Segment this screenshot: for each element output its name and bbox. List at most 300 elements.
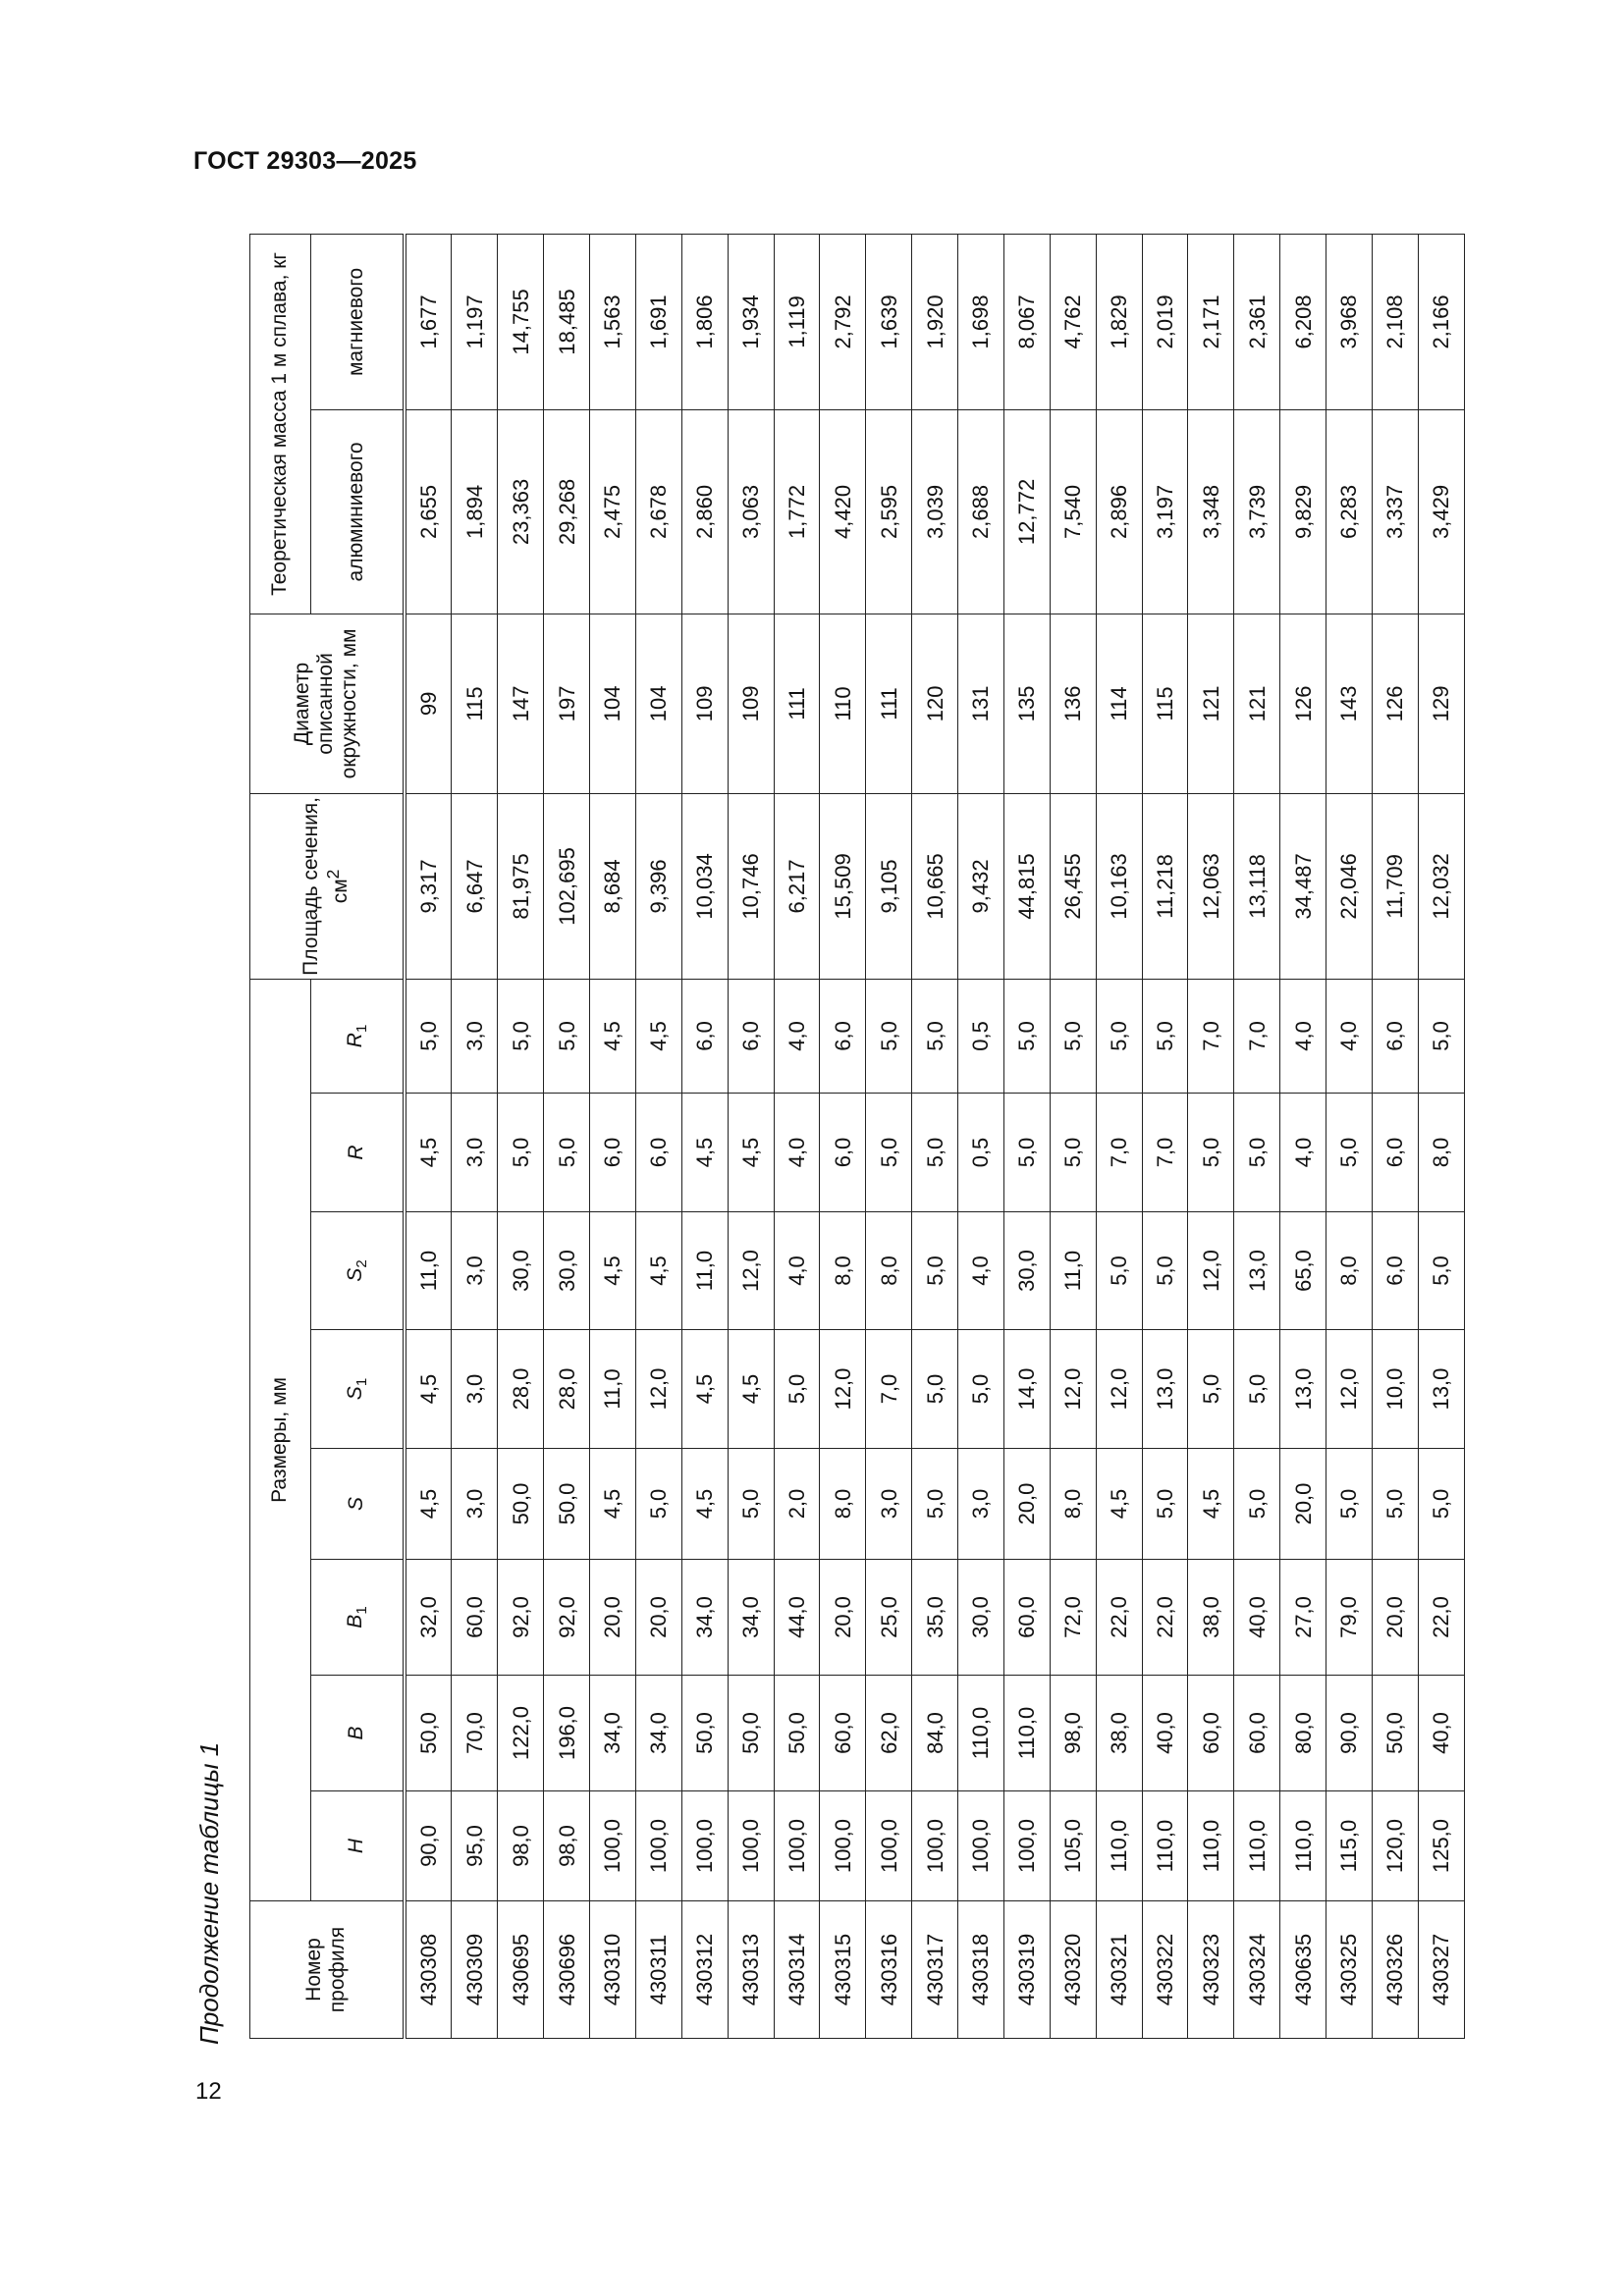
cell-r1-value: 7,0 [1234, 979, 1280, 1093]
cell-magnesium-mass-value: 6,208 [1280, 234, 1326, 409]
cell-aluminum-mass-value: 6,283 [1326, 409, 1373, 614]
cell-aluminum-mass-value: 2,595 [866, 409, 912, 614]
table-row [635, 234, 681, 2038]
column-header-R: R [311, 1094, 405, 1212]
cell-r1-value: 6,0 [820, 979, 866, 1093]
cell-s1-value: 12,0 [1096, 1330, 1142, 1449]
cell-s-value: 4,5 [1188, 1449, 1234, 1560]
table-row [681, 234, 728, 2038]
cell-s-value: 5,0 [635, 1449, 681, 1560]
table-row [590, 234, 636, 2038]
cell-b1-value: 27,0 [1280, 1560, 1326, 1676]
cell-h-value: 110,0 [1234, 1791, 1280, 1901]
cell-magnesium-mass-value: 2,108 [1372, 234, 1418, 409]
cell-profile-number: 430635 [1280, 1901, 1326, 2039]
cell-s1-value: 13,0 [1418, 1330, 1464, 1449]
table-body [405, 234, 1465, 2038]
cell-diameter-value: 104 [635, 614, 681, 793]
table-continuation-label: Продолжение таблицы 1 [194, 1741, 224, 2045]
cell-s2-value: 5,0 [1418, 1212, 1464, 1330]
table-row [498, 234, 544, 2038]
cell-b-value: 196,0 [544, 1676, 590, 1791]
cell-aluminum-mass-value: 4,420 [820, 409, 866, 614]
cell-h-value: 115,0 [1326, 1791, 1373, 1901]
cell-s2-value: 30,0 [498, 1212, 544, 1330]
table-row [728, 234, 774, 2038]
column-header-profile-number: Номер профиля [250, 1901, 405, 2039]
cell-magnesium-mass-value: 1,920 [912, 234, 958, 409]
cell-area-value: 6,217 [774, 793, 820, 979]
cell-b-value: 34,0 [590, 1676, 636, 1791]
table-row [958, 234, 1004, 2038]
cell-diameter-value: 126 [1372, 614, 1418, 793]
cell-b-value: 50,0 [1372, 1676, 1418, 1791]
table-row [774, 234, 820, 2038]
cell-r1-value: 5,0 [866, 979, 912, 1093]
cell-h-value: 100,0 [958, 1791, 1004, 1901]
cell-aluminum-mass-value: 29,268 [544, 409, 590, 614]
cell-r1-value: 5,0 [544, 979, 590, 1093]
cell-s2-value: 30,0 [1003, 1212, 1050, 1330]
cell-b-value: 34,0 [635, 1676, 681, 1791]
cell-s-value: 4,5 [590, 1449, 636, 1560]
column-header-S2 [311, 1212, 405, 1330]
cell-r-value: 5,0 [1188, 1094, 1234, 1212]
cell-h-value: 110,0 [1188, 1791, 1234, 1901]
table-row [1096, 234, 1142, 2038]
cell-s1-value: 10,0 [1372, 1330, 1418, 1449]
cell-s1-value: 11,0 [590, 1330, 636, 1449]
cell-aluminum-mass-value: 2,896 [1096, 409, 1142, 614]
cell-r-value: 5,0 [1050, 1094, 1096, 1212]
cell-area-value: 26,455 [1050, 793, 1096, 979]
cell-profile-number: 430315 [820, 1901, 866, 2039]
cell-profile-number: 430695 [498, 1901, 544, 2039]
cell-b1-value: 35,0 [912, 1560, 958, 1676]
cell-r-value: 5,0 [1326, 1094, 1373, 1212]
cell-aluminum-mass-value: 7,540 [1050, 409, 1096, 614]
cell-s-value: 5,0 [1142, 1449, 1188, 1560]
cell-profile-number: 430309 [452, 1901, 498, 2039]
table-row [1188, 234, 1234, 2038]
column-header-R1 [311, 979, 405, 1093]
cell-s1-value: 12,0 [1050, 1330, 1096, 1449]
cell-r-value: 6,0 [635, 1094, 681, 1212]
table-header [250, 234, 405, 2038]
cell-magnesium-mass-value: 4,762 [1050, 234, 1096, 409]
cell-h-value: 98,0 [544, 1791, 590, 1901]
cell-aluminum-mass-value: 2,678 [635, 409, 681, 614]
cell-diameter-value: 109 [681, 614, 728, 793]
cell-area-value: 9,432 [958, 793, 1004, 979]
cell-profile-number: 430325 [1326, 1901, 1373, 2039]
cell-s2-value: 13,0 [1234, 1212, 1280, 1330]
cell-s2-value: 6,0 [1372, 1212, 1418, 1330]
cell-magnesium-mass-value: 2,019 [1142, 234, 1188, 409]
cell-r-value: 5,0 [912, 1094, 958, 1212]
cell-aluminum-mass-value: 3,739 [1234, 409, 1280, 614]
cell-r-value: 4,0 [774, 1094, 820, 1212]
cell-s-value: 4,5 [405, 1449, 452, 1560]
cell-profile-number: 430311 [635, 1901, 681, 2039]
cell-profile-number: 430322 [1142, 1901, 1188, 2039]
cell-r-value: 6,0 [820, 1094, 866, 1212]
cell-b-value: 122,0 [498, 1676, 544, 1791]
cell-h-value: 100,0 [635, 1791, 681, 1901]
cell-profile-number: 430313 [728, 1901, 774, 2039]
cell-magnesium-mass-value: 2,166 [1418, 234, 1464, 409]
column-header-H: H [311, 1791, 405, 1901]
cell-s-value: 4,5 [681, 1449, 728, 1560]
cell-area-value: 9,317 [405, 793, 452, 979]
cell-h-value: 100,0 [820, 1791, 866, 1901]
cell-r-value: 6,0 [1372, 1094, 1418, 1212]
cell-s1-value: 5,0 [1234, 1330, 1280, 1449]
cell-s2-value: 8,0 [1326, 1212, 1373, 1330]
cell-s-value: 5,0 [728, 1449, 774, 1560]
cell-profile-number: 430326 [1372, 1901, 1418, 2039]
cell-area-value: 12,063 [1188, 793, 1234, 979]
cell-area-value: 22,046 [1326, 793, 1373, 979]
cell-h-value: 98,0 [498, 1791, 544, 1901]
cell-area-value: 11,709 [1372, 793, 1418, 979]
cell-s2-value: 30,0 [544, 1212, 590, 1330]
cell-profile-number: 430317 [912, 1901, 958, 2039]
cell-profile-number: 430324 [1234, 1901, 1280, 2039]
cell-diameter-value: 136 [1050, 614, 1096, 793]
cell-s-value: 2,0 [774, 1449, 820, 1560]
cell-r-value: 5,0 [544, 1094, 590, 1212]
cell-profile-number: 430320 [1050, 1901, 1096, 2039]
table-row [1050, 234, 1096, 2038]
cell-s-value: 3,0 [866, 1449, 912, 1560]
cell-b-value: 98,0 [1050, 1676, 1096, 1791]
cell-h-value: 125,0 [1418, 1791, 1464, 1901]
R1-subscript: 1 [352, 1024, 370, 1034]
S1-subscript: 1 [352, 1377, 370, 1387]
cell-s1-value: 28,0 [498, 1330, 544, 1449]
cell-s2-value: 11,0 [405, 1212, 452, 1330]
cell-s2-value: 65,0 [1280, 1212, 1326, 1330]
cell-b1-value: 92,0 [544, 1560, 590, 1676]
cell-s2-value: 8,0 [820, 1212, 866, 1330]
cell-diameter-value: 121 [1234, 614, 1280, 793]
cell-s1-value: 13,0 [1142, 1330, 1188, 1449]
cell-b1-value: 72,0 [1050, 1560, 1096, 1676]
cell-s2-value: 5,0 [912, 1212, 958, 1330]
cell-diameter-value: 143 [1326, 614, 1373, 793]
cell-s1-value: 4,5 [681, 1330, 728, 1449]
cell-b1-value: 34,0 [728, 1560, 774, 1676]
cell-b-value: 50,0 [405, 1676, 452, 1791]
cell-magnesium-mass-value: 1,698 [958, 234, 1004, 409]
cell-r1-value: 6,0 [728, 979, 774, 1093]
cell-r1-value: 5,0 [405, 979, 452, 1093]
cell-aluminum-mass-value: 2,475 [590, 409, 636, 614]
cell-diameter-value: 111 [774, 614, 820, 793]
table-row [1003, 234, 1050, 2038]
cell-profile-number: 430319 [1003, 1901, 1050, 2039]
profiles-table-wrapper [249, 235, 1465, 2039]
cell-r1-value: 4,5 [590, 979, 636, 1093]
table-row [1280, 234, 1326, 2038]
cell-b-value: 50,0 [774, 1676, 820, 1791]
cell-s2-value: 11,0 [1050, 1212, 1096, 1330]
cell-h-value: 110,0 [1096, 1791, 1142, 1901]
cell-s2-value: 12,0 [728, 1212, 774, 1330]
cell-diameter-value: 135 [1003, 614, 1050, 793]
cell-aluminum-mass-value: 12,772 [1003, 409, 1050, 614]
cell-r-value: 5,0 [498, 1094, 544, 1212]
cell-b1-value: 32,0 [405, 1560, 452, 1676]
cell-b-value: 110,0 [958, 1676, 1004, 1791]
column-header-B1 [311, 1560, 405, 1676]
cell-s-value: 5,0 [1418, 1449, 1464, 1560]
B1-subscript: 1 [352, 1606, 370, 1615]
cell-r1-value: 7,0 [1188, 979, 1234, 1093]
cell-r1-value: 6,0 [1372, 979, 1418, 1093]
column-group-dimensions: Размеры, мм [250, 979, 311, 1900]
cell-r1-value: 5,0 [912, 979, 958, 1093]
cell-s1-value: 4,5 [405, 1330, 452, 1449]
cell-b-value: 84,0 [912, 1676, 958, 1791]
cell-diameter-value: 129 [1418, 614, 1464, 793]
cell-s2-value: 4,5 [635, 1212, 681, 1330]
cell-h-value: 100,0 [866, 1791, 912, 1901]
cell-diameter-value: 115 [1142, 614, 1188, 793]
cell-b1-value: 20,0 [1372, 1560, 1418, 1676]
cell-aluminum-mass-value: 2,688 [958, 409, 1004, 614]
table-row [1372, 234, 1418, 2038]
cell-diameter-value: 104 [590, 614, 636, 793]
table-row [452, 234, 498, 2038]
cell-b-value: 60,0 [1234, 1676, 1280, 1791]
cell-s2-value: 4,5 [590, 1212, 636, 1330]
cell-magnesium-mass-value: 1,829 [1096, 234, 1142, 409]
cell-s2-value: 5,0 [1142, 1212, 1188, 1330]
cell-h-value: 100,0 [681, 1791, 728, 1901]
cell-profile-number: 430696 [544, 1901, 590, 2039]
cell-r-value: 6,0 [590, 1094, 636, 1212]
cell-aluminum-mass-value: 3,039 [912, 409, 958, 614]
cell-magnesium-mass-value: 2,171 [1188, 234, 1234, 409]
cell-s-value: 20,0 [1003, 1449, 1050, 1560]
column-header-magnesium: магниевого [311, 234, 405, 409]
cell-aluminum-mass-value: 9,829 [1280, 409, 1326, 614]
S1-letter: S [343, 1386, 366, 1401]
cell-s1-value: 5,0 [958, 1330, 1004, 1449]
table-row [544, 234, 590, 2038]
cell-b-value: 90,0 [1326, 1676, 1373, 1791]
cell-r-value: 5,0 [1003, 1094, 1050, 1212]
cell-profile-number: 430312 [681, 1901, 728, 2039]
cell-area-value: 10,746 [728, 793, 774, 979]
cell-r1-value: 0,5 [958, 979, 1004, 1093]
cell-r1-value: 4,0 [774, 979, 820, 1093]
table-row [405, 234, 452, 2038]
cell-s2-value: 4,0 [774, 1212, 820, 1330]
cell-profile-number: 430316 [866, 1901, 912, 2039]
cell-s-value: 3,0 [958, 1449, 1004, 1560]
column-header-S1 [311, 1330, 405, 1449]
cell-s1-value: 28,0 [544, 1330, 590, 1449]
B1-letter: B [343, 1614, 366, 1629]
cell-area-value: 34,487 [1280, 793, 1326, 979]
cell-area-value: 10,163 [1096, 793, 1142, 979]
cell-h-value: 120,0 [1372, 1791, 1418, 1901]
area-header-unit-power: 2 [323, 869, 344, 880]
cell-b-value: 60,0 [1188, 1676, 1234, 1791]
cell-b1-value: 34,0 [681, 1560, 728, 1676]
cell-b1-value: 20,0 [635, 1560, 681, 1676]
table-row [912, 234, 958, 2038]
cell-h-value: 100,0 [1003, 1791, 1050, 1901]
cell-r1-value: 5,0 [1050, 979, 1096, 1093]
cell-r1-value: 5,0 [1003, 979, 1050, 1093]
cell-magnesium-mass-value: 3,968 [1326, 234, 1373, 409]
cell-b1-value: 25,0 [866, 1560, 912, 1676]
cell-r1-value: 5,0 [1096, 979, 1142, 1093]
cell-b-value: 80,0 [1280, 1676, 1326, 1791]
cell-s2-value: 4,0 [958, 1212, 1004, 1330]
cell-s1-value: 3,0 [452, 1330, 498, 1449]
cell-r-value: 5,0 [1234, 1094, 1280, 1212]
cell-diameter-value: 111 [866, 614, 912, 793]
cell-diameter-value: 110 [820, 614, 866, 793]
cell-r1-value: 4,0 [1326, 979, 1373, 1093]
cell-b-value: 50,0 [728, 1676, 774, 1791]
cell-magnesium-mass-value: 8,067 [1003, 234, 1050, 409]
cell-h-value: 110,0 [1280, 1791, 1326, 1901]
cell-r-value: 7,0 [1096, 1094, 1142, 1212]
cell-profile-number: 430310 [590, 1901, 636, 2039]
cell-diameter-value: 126 [1280, 614, 1326, 793]
cell-s1-value: 13,0 [1280, 1330, 1326, 1449]
cell-profile-number: 430318 [958, 1901, 1004, 2039]
cell-r1-value: 6,0 [681, 979, 728, 1093]
cell-s1-value: 4,5 [728, 1330, 774, 1449]
cell-r-value: 4,0 [1280, 1094, 1326, 1212]
S2-letter: S [343, 1267, 366, 1282]
cell-s-value: 20,0 [1280, 1449, 1326, 1560]
cell-profile-number: 430321 [1096, 1901, 1142, 2039]
cell-magnesium-mass-value: 1,806 [681, 234, 728, 409]
cell-b1-value: 20,0 [590, 1560, 636, 1676]
cell-magnesium-mass-value: 1,934 [728, 234, 774, 409]
column-header-area [250, 793, 405, 979]
cell-r-value: 7,0 [1142, 1094, 1188, 1212]
cell-aluminum-mass-value: 2,655 [405, 409, 452, 614]
cell-magnesium-mass-value: 1,691 [635, 234, 681, 409]
column-group-mass: Теоретическая масса 1 м сплава, кг [250, 234, 311, 614]
table-row [1418, 234, 1464, 2038]
table-row [1142, 234, 1188, 2038]
cell-s1-value: 14,0 [1003, 1330, 1050, 1449]
cell-b-value: 62,0 [866, 1676, 912, 1791]
cell-h-value: 100,0 [912, 1791, 958, 1901]
cell-area-value: 9,105 [866, 793, 912, 979]
cell-s-value: 5,0 [1372, 1449, 1418, 1560]
cell-area-value: 13,118 [1234, 793, 1280, 979]
cell-s1-value: 5,0 [912, 1330, 958, 1449]
cell-diameter-value: 109 [728, 614, 774, 793]
cell-diameter-value: 114 [1096, 614, 1142, 793]
table-row [866, 234, 912, 2038]
cell-area-value: 12,032 [1418, 793, 1464, 979]
cell-h-value: 95,0 [452, 1791, 498, 1901]
cell-s2-value: 3,0 [452, 1212, 498, 1330]
cell-b1-value: 40,0 [1234, 1560, 1280, 1676]
cell-s1-value: 7,0 [866, 1330, 912, 1449]
cell-area-value: 81,975 [498, 793, 544, 979]
cell-s1-value: 5,0 [774, 1330, 820, 1449]
cell-r1-value: 5,0 [498, 979, 544, 1093]
cell-aluminum-mass-value: 2,860 [681, 409, 728, 614]
cell-r-value: 4,5 [728, 1094, 774, 1212]
cell-aluminum-mass-value: 23,363 [498, 409, 544, 614]
table-row [820, 234, 866, 2038]
cell-b-value: 70,0 [452, 1676, 498, 1791]
cell-aluminum-mass-value: 1,894 [452, 409, 498, 614]
cell-b1-value: 20,0 [820, 1560, 866, 1676]
cell-area-value: 11,218 [1142, 793, 1188, 979]
document-code: ГОСТ 29303—2025 [193, 147, 417, 175]
table-row [1326, 234, 1373, 2038]
cell-h-value: 110,0 [1142, 1791, 1188, 1901]
cell-aluminum-mass-value: 3,348 [1188, 409, 1234, 614]
cell-magnesium-mass-value: 2,792 [820, 234, 866, 409]
cell-profile-number: 430323 [1188, 1901, 1234, 2039]
cell-magnesium-mass-value: 1,563 [590, 234, 636, 409]
cell-s1-value: 12,0 [635, 1330, 681, 1449]
cell-aluminum-mass-value: 3,337 [1372, 409, 1418, 614]
cell-s2-value: 12,0 [1188, 1212, 1234, 1330]
cell-magnesium-mass-value: 1,197 [452, 234, 498, 409]
page-number: 12 [195, 2078, 222, 2105]
cell-b1-value: 30,0 [958, 1560, 1004, 1676]
cell-aluminum-mass-value: 1,772 [774, 409, 820, 614]
cell-profile-number: 430308 [405, 1901, 452, 2039]
cell-b1-value: 60,0 [1003, 1560, 1050, 1676]
cell-area-value: 9,396 [635, 793, 681, 979]
cell-h-value: 100,0 [590, 1791, 636, 1901]
cell-h-value: 90,0 [405, 1791, 452, 1901]
cell-s2-value: 8,0 [866, 1212, 912, 1330]
cell-b-value: 50,0 [681, 1676, 728, 1791]
cell-profile-number: 430327 [1418, 1901, 1464, 2039]
cell-area-value: 10,034 [681, 793, 728, 979]
column-header-S: S [311, 1449, 405, 1560]
cell-magnesium-mass-value: 2,361 [1234, 234, 1280, 409]
cell-s-value: 50,0 [498, 1449, 544, 1560]
cell-magnesium-mass-value: 18,485 [544, 234, 590, 409]
table-row [1234, 234, 1280, 2038]
cell-profile-number: 430314 [774, 1901, 820, 2039]
cell-b-value: 40,0 [1418, 1676, 1464, 1791]
cell-diameter-value: 115 [452, 614, 498, 793]
cell-area-value: 15,509 [820, 793, 866, 979]
cell-r1-value: 5,0 [1142, 979, 1188, 1093]
column-header-aluminum: алюминиевого [311, 409, 405, 614]
cell-b1-value: 60,0 [452, 1560, 498, 1676]
cell-b1-value: 22,0 [1096, 1560, 1142, 1676]
cell-h-value: 105,0 [1050, 1791, 1096, 1901]
cell-s1-value: 5,0 [1188, 1330, 1234, 1449]
cell-diameter-value: 121 [1188, 614, 1234, 793]
cell-r1-value: 5,0 [1418, 979, 1464, 1093]
cell-s-value: 8,0 [1050, 1449, 1096, 1560]
cell-r1-value: 4,5 [635, 979, 681, 1093]
